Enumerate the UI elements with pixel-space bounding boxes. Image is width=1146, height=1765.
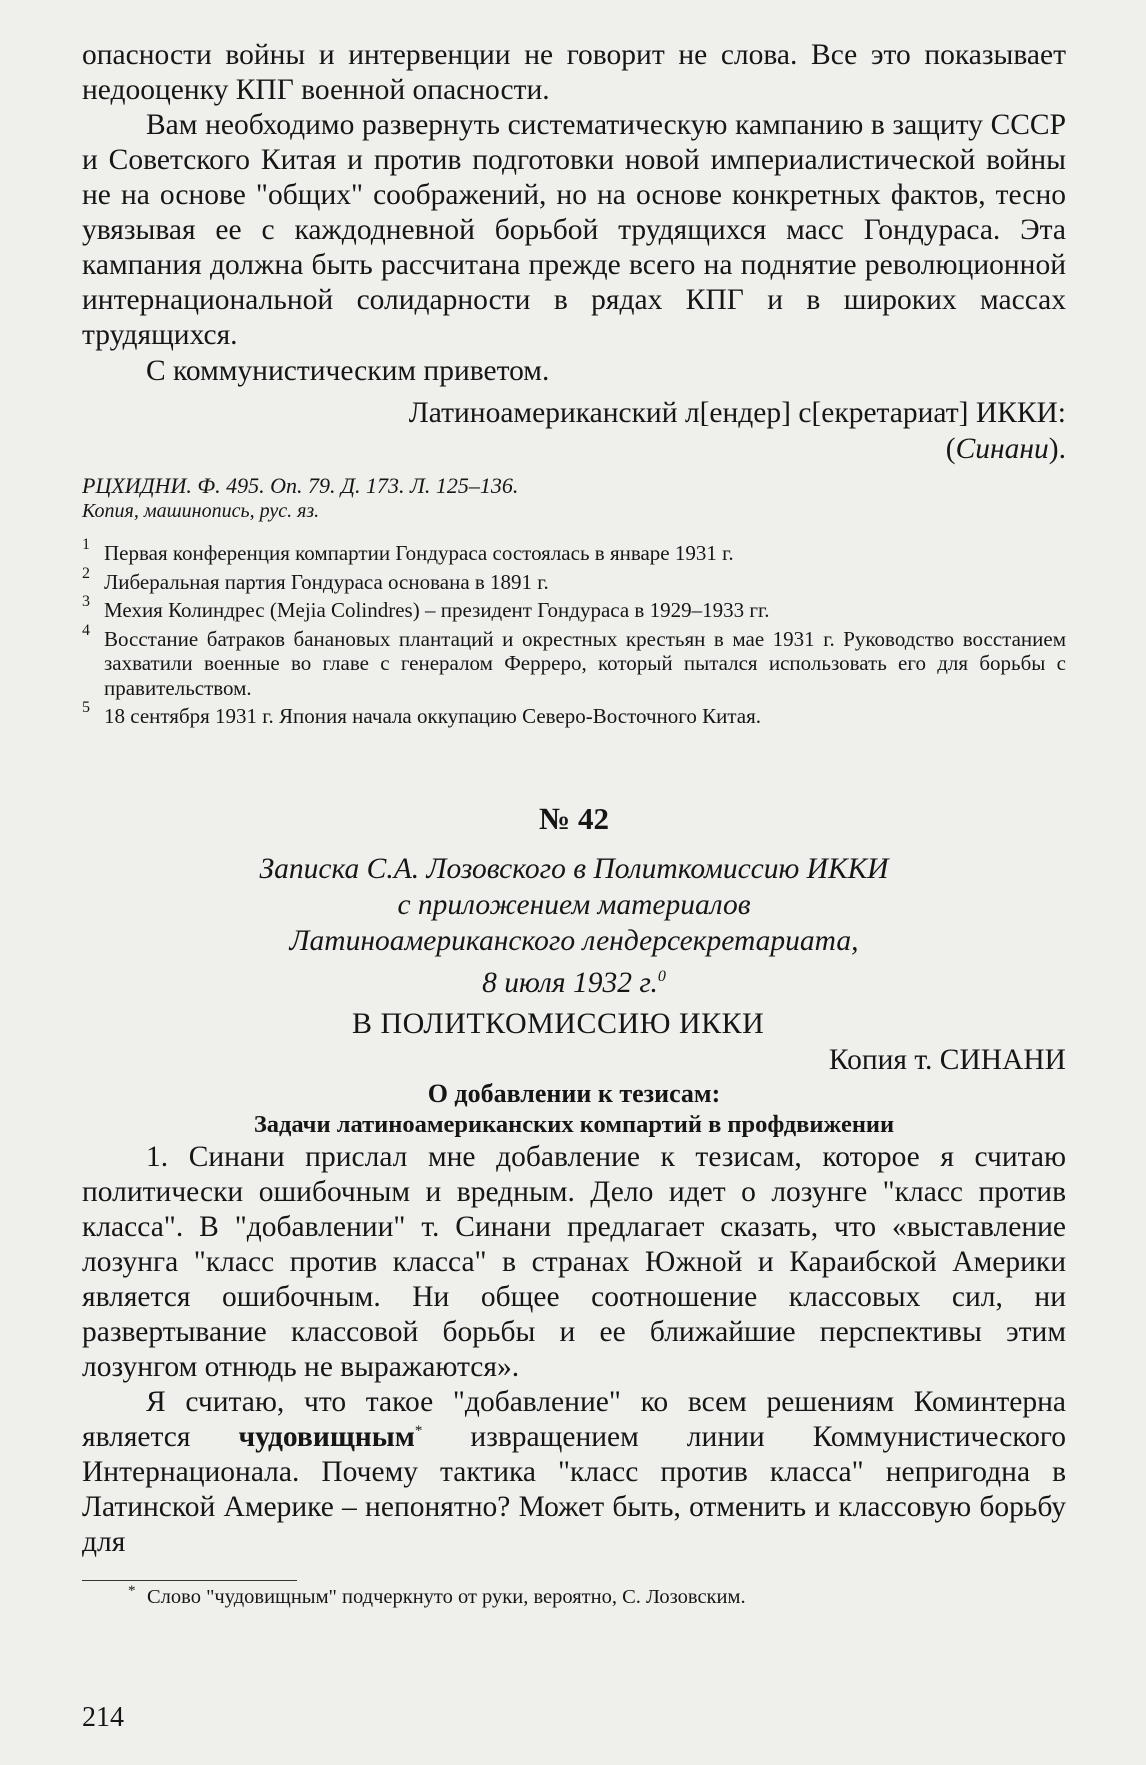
- subheading-2: Задачи латиноамериканских компартий в профдвижении: [253, 1111, 895, 1139]
- paragraph-2-end: извращением линии Коммунистического Интернационала. Почему тактика "класс против класса" непригодна в Латинской Америке – непонятно? Может быть, отменить и классовую борьбу для: [82, 1421, 1066, 1559]
- copy-to: Копия т. СИНАНИ: [828, 1044, 1066, 1077]
- signature-line: Латиноамериканский л[ендер] с[екретариат] ИККИ:: [408, 397, 1066, 429]
- signature-name-text: Синани: [955, 433, 1049, 465]
- footnote-1-text: Первая конференция компартии Гондураса состоялась в январе 1931 г.: [104, 541, 734, 565]
- footnote-5-text: 18 сентября 1931 г. Япония начала оккупацию Северо-Восточного Китая.: [104, 704, 762, 728]
- star-footnote-text: Слово "чудовищным" подчеркнуто от руки, вероятно, С. Лозовским.: [147, 1586, 746, 1609]
- signature-close-paren: ).: [1048, 433, 1066, 465]
- footnote-4: [82, 621, 1066, 701]
- footnote-5: [82, 699, 1066, 729]
- signature-open-paren: (: [945, 433, 956, 465]
- campaign-paragraph: Вам необходимо развернуть систематическую кампанию в защиту СССР и Советского Китая и против подготовки новой империалистической войны не на основе "общих" соображений, но на основе конкретных фактов, тесно увязывая ее с каждодневной борьбой трудящихся масс Гондураса. Эта кампания должна быть рассчитана прежде всего на поднятие революционной интернациональной солидарности в рядах КПГ и в широких массах трудящихся.: [82, 109, 1066, 351]
- paragraph-1: 1. Синани прислал мне добавление к тезисам, которое я считаю политически ошибочным и вредным. Дело идет о лозунге "класс против класса". В "добавлении" т. Синани предлагает сказать, что «выставление лозунга "класс против класса" в странах Южной и Караибской Америки является ошибочным. Ни общее соотношение классовых сил, ни развертывание классовой борьбы и ее ближайшие перспективы этим лозунгом отнюдь не выражаются».: [82, 1141, 1066, 1384]
- footnote-5-mark: 5: [82, 699, 90, 716]
- footnote-2-mark: 2: [82, 564, 90, 582]
- document-date-mark: 0: [657, 967, 666, 985]
- subheading-1: О добавлении к тезисам:: [427, 1079, 721, 1109]
- signature-name: [82, 431, 1066, 467]
- document-title-line-3: Латиноамериканского лендерсекретариата,: [289, 924, 859, 957]
- footnote-2-text: Либеральная партия Гондураса основана в 1891 г.: [104, 569, 549, 594]
- footnote-3-mark: 3: [82, 593, 90, 610]
- footnote-3-text: Мехия Колиндрес (Mejia Colindres) – президент Гондураса в 1929–1933 гг.: [104, 598, 770, 622]
- footnote-4-mark: 4: [82, 621, 90, 639]
- addressee-heading: В ПОЛИТКОМИССИЮ ИККИ: [352, 1007, 765, 1041]
- footnote-2: [82, 564, 1066, 595]
- footnotes: [82, 536, 1066, 729]
- document-date: [82, 959, 1066, 1001]
- greeting: С коммунистическим приветом.: [146, 355, 550, 387]
- emphasized-word: чудовищным: [238, 1421, 415, 1454]
- document-title-line-2: с приложением материалов: [397, 888, 751, 921]
- star-footnote: [82, 1585, 1066, 1610]
- footnote-4-text: Восстание батраков банановых плантаций и окрестных крестьян в мае 1931 г. Руководство восстанием захватили военные во главе с генералом Ферреро, который пытался использовать его для борьбы с правительством.: [104, 626, 1066, 700]
- archive-copy-note: Копия, машинопись, рус. яз.: [82, 500, 320, 522]
- footnote-divider: [82, 1580, 297, 1581]
- paragraph-2-start: Я считаю, что такое "добавление" ко всем решениям Коминтерна является: [82, 1386, 1066, 1454]
- footnote-1: [82, 536, 1066, 566]
- document-title-line-1: Записка С.А. Лозовского в Политкомиссию ИККИ: [259, 852, 889, 885]
- archive-reference: РЦХИДНИ. Ф. 495. Оп. 79. Д. 173. Л. 125–136.: [82, 473, 519, 498]
- top-paragraph: опасности войны и интервенции не говорит не слова. Все это показывает недооценку КПГ военной опасности.: [82, 39, 1066, 106]
- page-number: 214: [82, 1702, 124, 1733]
- footnote-star-ref: *: [414, 1423, 423, 1440]
- footnote-3: [82, 593, 1066, 623]
- document-date-text: 8 июля 1932 г.: [482, 966, 658, 999]
- footnote-1-mark: 1: [82, 536, 90, 553]
- star-footnote-mark: *: [128, 1583, 136, 1600]
- paragraph-2: [82, 1385, 1066, 1560]
- document-number: № 42: [539, 800, 609, 836]
